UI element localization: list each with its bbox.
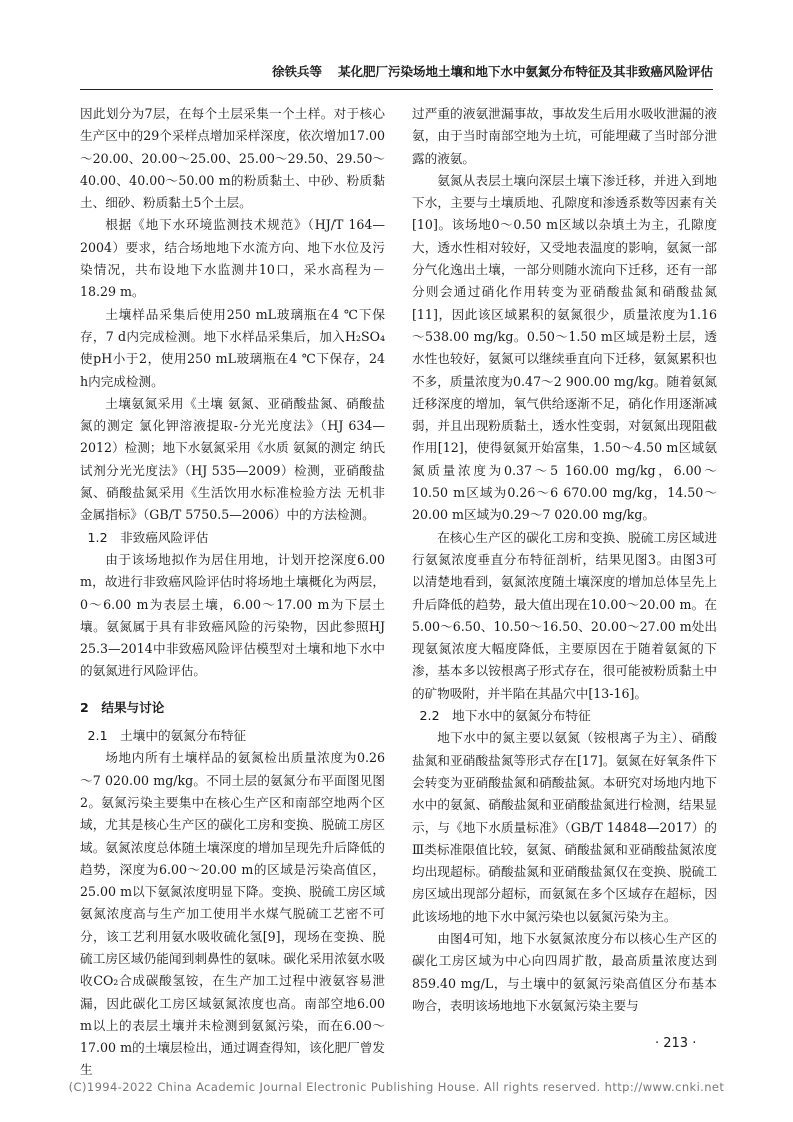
subsection-heading: 2.1 土壤中的氨氮分布特征	[87, 728, 247, 744]
page-number: · 213 ·	[655, 1036, 697, 1051]
right-column	[412, 103, 717, 1017]
header-authors: 徐铁兵等	[271, 64, 322, 79]
copyright-footer: (C)1994-2022 China Academic Journal Electronic Publishing House. All rights reserved. http://www.cnki.net	[68, 1080, 725, 1094]
paragraph: 地下水中的氮主要以氨氮（铵根离子为主）、硝酸盐氮和亚硝酸盐氮等形式存在[17]。氨氮在好氧条件下会转变为亚硝酸盐氮和硝酸盐氮。本研究对场地内地下水中的氨氮、硝酸盐氮和亚硝酸盐氮进行检测，结果显示，与《地下水质量标准》（GB/T 14848—2017）的Ⅲ类标准限值比较，氨氮、硝酸盐氮和亚硝酸盐氮浓度均出现超标。硝酸盐氮和亚硝酸盐氮仅在变换、脱硫工房区域出现部分超标，而氨氮在多个区域存在超标，因此该场地的地下水中氮污染也以氨氮污染为主。	[412, 730, 717, 924]
header-title: 某化肥厂污染场地土壤和地下水中氨氮分布特征及其非致癌风险评估	[337, 64, 713, 79]
paragraph: 过严重的液氨泄漏事故，事故发生后用水吸收泄漏的液氨，由于当时南部空地为土坑，可能埋藏了当时部分泄露的液氨。	[412, 106, 717, 166]
paragraph: 场地内所有土壤样品的氨氮检出质量浓度为0.26～7 020.00 mg/kg。不同土层的氨氮分布平面图见图2。氨氮污染主要集中在核心生产区和南部空地两个区域，尤其是核心生产区的碳化工房和变换、脱硫工房区域。氨氮浓度总体随土壤深度的增加呈现先升后降低的趋势，深度为6.00～20.00 m的区域是污染高值区，25.00 m以下氨氮浓度明显下降。变换、脱硫工房区域氨氮浓度高与生产加工使用半水煤气脱硫工艺密不可分，该工艺利用氨水吸收硫化氢[9]，现场在变换、脱硫工房区域仍能闻到刺鼻性的氨味。碳化采用浓氨水吸收CO₂合成碳酸氢铵，在生产加工过程中液氨容易泄漏，因此碳化工房区域氨氮浓度也高。南部空地6.00 m以上的表层土壤并未检测到氨氮污染，而在6.00～17.00 m的土壤层检出，通过调查得知，该化肥厂曾发生	[80, 750, 385, 1078]
left-column	[80, 103, 385, 1082]
paragraph: 根据《地下水环境监测技术规范》（HJ/T 164—2004）要求，结合场地地下水流方向、地下水位及污染情况，共布设地下水监测井10口，采水高程为－18.29 m。	[80, 217, 385, 300]
paragraph: 因此划分为7层，在每个土层采集一个土样。对于核心生产区中的29个采样点增加采样深度，依次增加17.00～20.00、20.00～25.00、25.00～29.50、29.50～40.00、40.00～50.00 m的粉质黏土、中砂、粉质黏土、细砂、粉质黏土5个土层。	[80, 106, 385, 211]
subsection-heading: 2.2 地下水中的氨氮分布特征	[419, 708, 591, 724]
subsection-heading: 1.2 非致癌风险评估	[87, 529, 209, 545]
paragraph: 氨氮从表层土壤向深层土壤下渗迁移，并进入到地下水，主要与土壤质地、孔隙度和渗透系数等因素有关[10]。该场地0～0.50 m区域以杂填土为主，孔隙度大，透水性相对较好，又受地表温度的影响，氨氮一部分气化逸出土壤，一部分则随水流向下迁移，还有一部分则会通过硝化作用转变为亚硝酸盐氮和硝酸盐氮[11]，因此该区域累积的氨氮很少，质量浓度为1.16～538.00 mg/kg。0.50～1.50 m区域是粉土层，透水性也较好，氨氮可以继续垂直向下迁移，氨氮累积也不多，质量浓度为0.47～2 900.00 mg/kg。随着氨氮迁移深度的增加，氧气供给逐渐不足，硝化作用逐渐减弱，并且出现粉质黏土，透水性变弱，对氨氮出现阻截作用[12]，使得氨氮开始富集，1.50～4.50 m区域氨氮质量浓度为0.37～5 160.00 mg/kg，6.00～10.50 m区域为0.26～6 670.00 mg/kg，14.50～20.00 m区域为0.29～7 020.00 mg/kg。	[412, 172, 717, 523]
paragraph: 由于该场地拟作为居住用地，计划开挖深度6.00 m，故进行非致癌风险评估时将场地土壤概化为两层，0～6.00 m为表层土壤，6.00～17.00 m为下层土壤。氨氮属于具有非致癌风险的污染物，因此参照HJ 25.3—2014中非致癌风险评估模型对土壤和地下水中的氨氮进行风险评估。	[80, 551, 385, 679]
paragraph: 在核心生产区的碳化工房和变换、脱硫工房区域进行氨氮浓度垂直分布特征剖析，结果见图3。由图3可以清楚地看到，氨氮浓度随土壤深度的增加总体呈先上升后降低的趋势，最大值出现在10.00～20.00 m。在5.00～6.50、10.50～16.50、20.00～27.00 m处出现氨氮浓度大幅度降低，主要原因在于随着氨氮的下渗，基本多以铵根离子形式存在，很可能被粉质黏土中的矿物吸附，并半陷在其晶穴中[13-16]。	[412, 529, 717, 701]
paragraph: 土壤氨氮采用《土壤 氨氮、亚硝酸盐氮、硝酸盐氮的测定 氯化钾溶液提取-分光光度法》（HJ 634—2012）检测；地下水氨氮采用《水质 氨氮的测定 纳氏试剂分光光度法》（HJ 535—2009）检测，亚硝酸盐氮、硝酸盐氮采用《生活饮用水标准检验方法 无机非金属指标》（GB/T 5750.5—2006）中的方法检测。	[80, 395, 385, 523]
running-header	[80, 62, 713, 80]
paragraph: 土壤样品采集后使用250 mL玻璃瓶在4 ℃下保存，7 d内完成检测。地下水样品采集后，加入H₂SO₄使pH小于2，使用250 mL玻璃瓶在4 ℃下保存，24 h内完成检测。	[80, 306, 385, 389]
header-rule	[80, 89, 713, 90]
section-heading: 2 结果与讨论	[80, 699, 165, 715]
paragraph: 由图4可知，地下水氨氮浓度分布以核心生产区的碳化工房区域为中心向四周扩散，最高质量浓度达到859.40 mg/L，与土壤中的氨氮污染高值区分布基本吻合，表明该场地地下水氨氮污染主要与	[412, 930, 717, 1013]
